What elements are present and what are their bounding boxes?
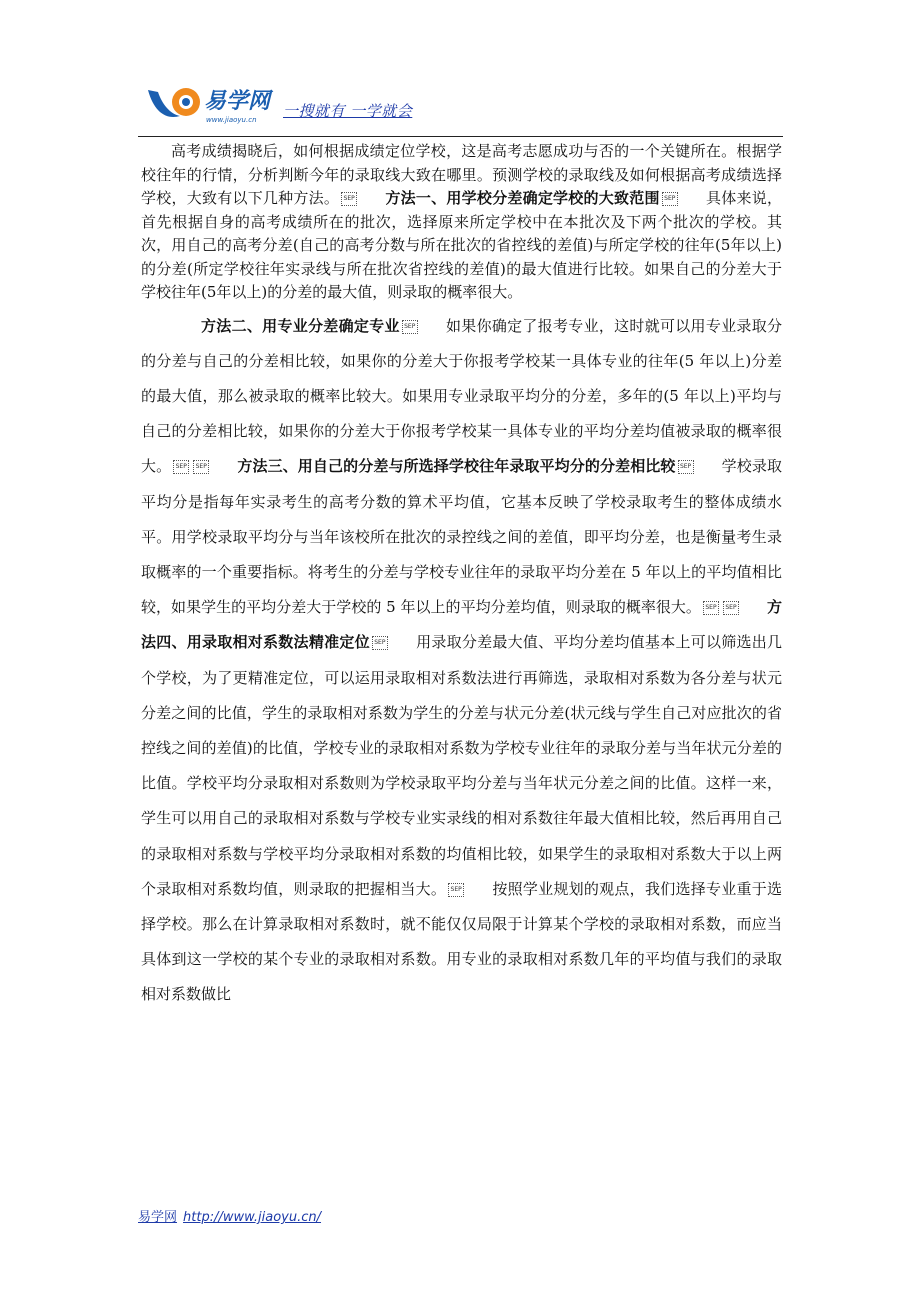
method-2-title: 方法二、用专业分差确定专业 xyxy=(201,316,400,335)
header-slogan[interactable]: 一搜就有 一学就会 xyxy=(283,102,413,120)
method-1-text: 具体来说，首先根据自身的高考成绩所在的批次，选择原来所定学校中在本批次及下两个批次的学校。其次，用自己的高考分差(自己的高考分数与所在批次的省控线的差值)与所定学校的往年(5年以上)的分差(所定学校往年实录线与所在批次省控线的差值)的最大值进行比较。如果自己的分差大于学校往年(5年以上)的分差的最大值，则录取的概率很大。 xyxy=(141,189,782,301)
page-footer xyxy=(138,1206,321,1225)
sep-marker: SEP xyxy=(173,460,189,474)
footer-site-link[interactable]: 易学网 xyxy=(138,1210,178,1225)
logo-text: 易学网 xyxy=(204,89,271,114)
method-4-text: 用录取分差最大值、平均分差均值基本上可以筛选出几个学校，为了更精准定位，可以运用录取相对系数法进行再筛选，录取相对系数为各分差与状元分差之间的比值，学生的录取相对系数为学生的分差与状元分差(状元线与学生自己对应批次的省控线之间的差值)的比值，学校专业的录取相对系数为学校专业往年的录取分差与当年状元分差的比值。学校平均分录取相对系数则为学校录取平均分差与当年状元分差之间的比值。这样一来，学生可以用自己的录取相对系数与学校专业实录线的相对系数往年最大值相比较，然后再用自己的录取相对系数与学校平均分录取相对系数的均值相比较，如果学生的录取相对系数大于以上两个录取相对系数均值，则录取的把握相当大。 xyxy=(141,633,782,898)
sep-marker: SEP xyxy=(678,460,694,474)
paragraph-methods xyxy=(141,309,782,1013)
yixue-logo[interactable] xyxy=(140,76,285,132)
closing-text: 按照学业规划的观点，我们选择专业重于选择学校。那么在计算录取相对系数时，就不能仅仅局限于计算某个学校的录取相对系数，而应当具体到这一学校的某个专业的录取相对系数。用专业的录取相对系数几年的平均值与我们的录取相对系数做比 xyxy=(141,879,782,1004)
sep-marker: SEP xyxy=(193,460,209,474)
sep-marker: SEP xyxy=(341,192,357,206)
sep-marker: SEP xyxy=(372,636,388,650)
sep-marker: SEP xyxy=(703,601,719,615)
sep-marker: SEP xyxy=(402,320,418,334)
article-body xyxy=(141,140,782,1013)
intro-text: 高考成绩揭晓后，如何根据成绩定位学校，这是高考志愿成功与否的一个关键所在。根据学校往年的行情，分析判断今年的录取线大致在哪里。预测学校的录取线及如何根据高考成绩选择学校，大致有以下几种方法。 xyxy=(141,142,782,207)
method-3-text: 学校录取平均分是指每年实录考生的高考分数的算术平均值，它基本反映了学校录取考生的整体成绩水平。用学校录取平均分与当年该校所在批次的录控线之间的差值，即平均分差，也是衡量考生录取概率的一个重要指标。将考生的分差与学校专业往年的录取平均分差在 5 年以上的平均值相比较，如果学生的平均分差大于学校的 5 年以上的平均分差均值，则录取的概率很大。 xyxy=(141,457,782,617)
method-1-title: 方法一、用学校分差确定学校的大致范围 xyxy=(385,189,660,207)
method-4-title: 方法四、用录取相对系数法精准定位 xyxy=(141,598,782,652)
method-2-text: 如果你确定了报考专业，这时就可以用专业录取分的分差与自己的分差相比较，如果你的分差大于你报考学校某一具体专业的往年(5 年以上)分差的最大值，那么被录取的概率比较大。如果用专业录取平均分的分差，多年的(5 年以上)平均与自己的分差相比较，如果你的分差大于你报考学校某一具体专业的平均分差均值被录取的概率很大。 xyxy=(141,316,782,476)
method-3-title: 方法三、用自己的分差与所选择学校往年录取平均分的分差相比较 xyxy=(237,457,676,476)
sep-marker: SEP xyxy=(448,883,464,897)
sep-marker: SEP xyxy=(723,601,739,615)
sep-marker: SEP xyxy=(662,192,678,206)
footer-url-link[interactable]: http://www.jiaoyu.cn/ xyxy=(183,1210,322,1225)
header-divider xyxy=(138,136,783,137)
paragraph-intro xyxy=(141,140,782,305)
page-header xyxy=(140,70,790,134)
logo-subtext: www.jiaoyu.cn xyxy=(206,116,257,124)
